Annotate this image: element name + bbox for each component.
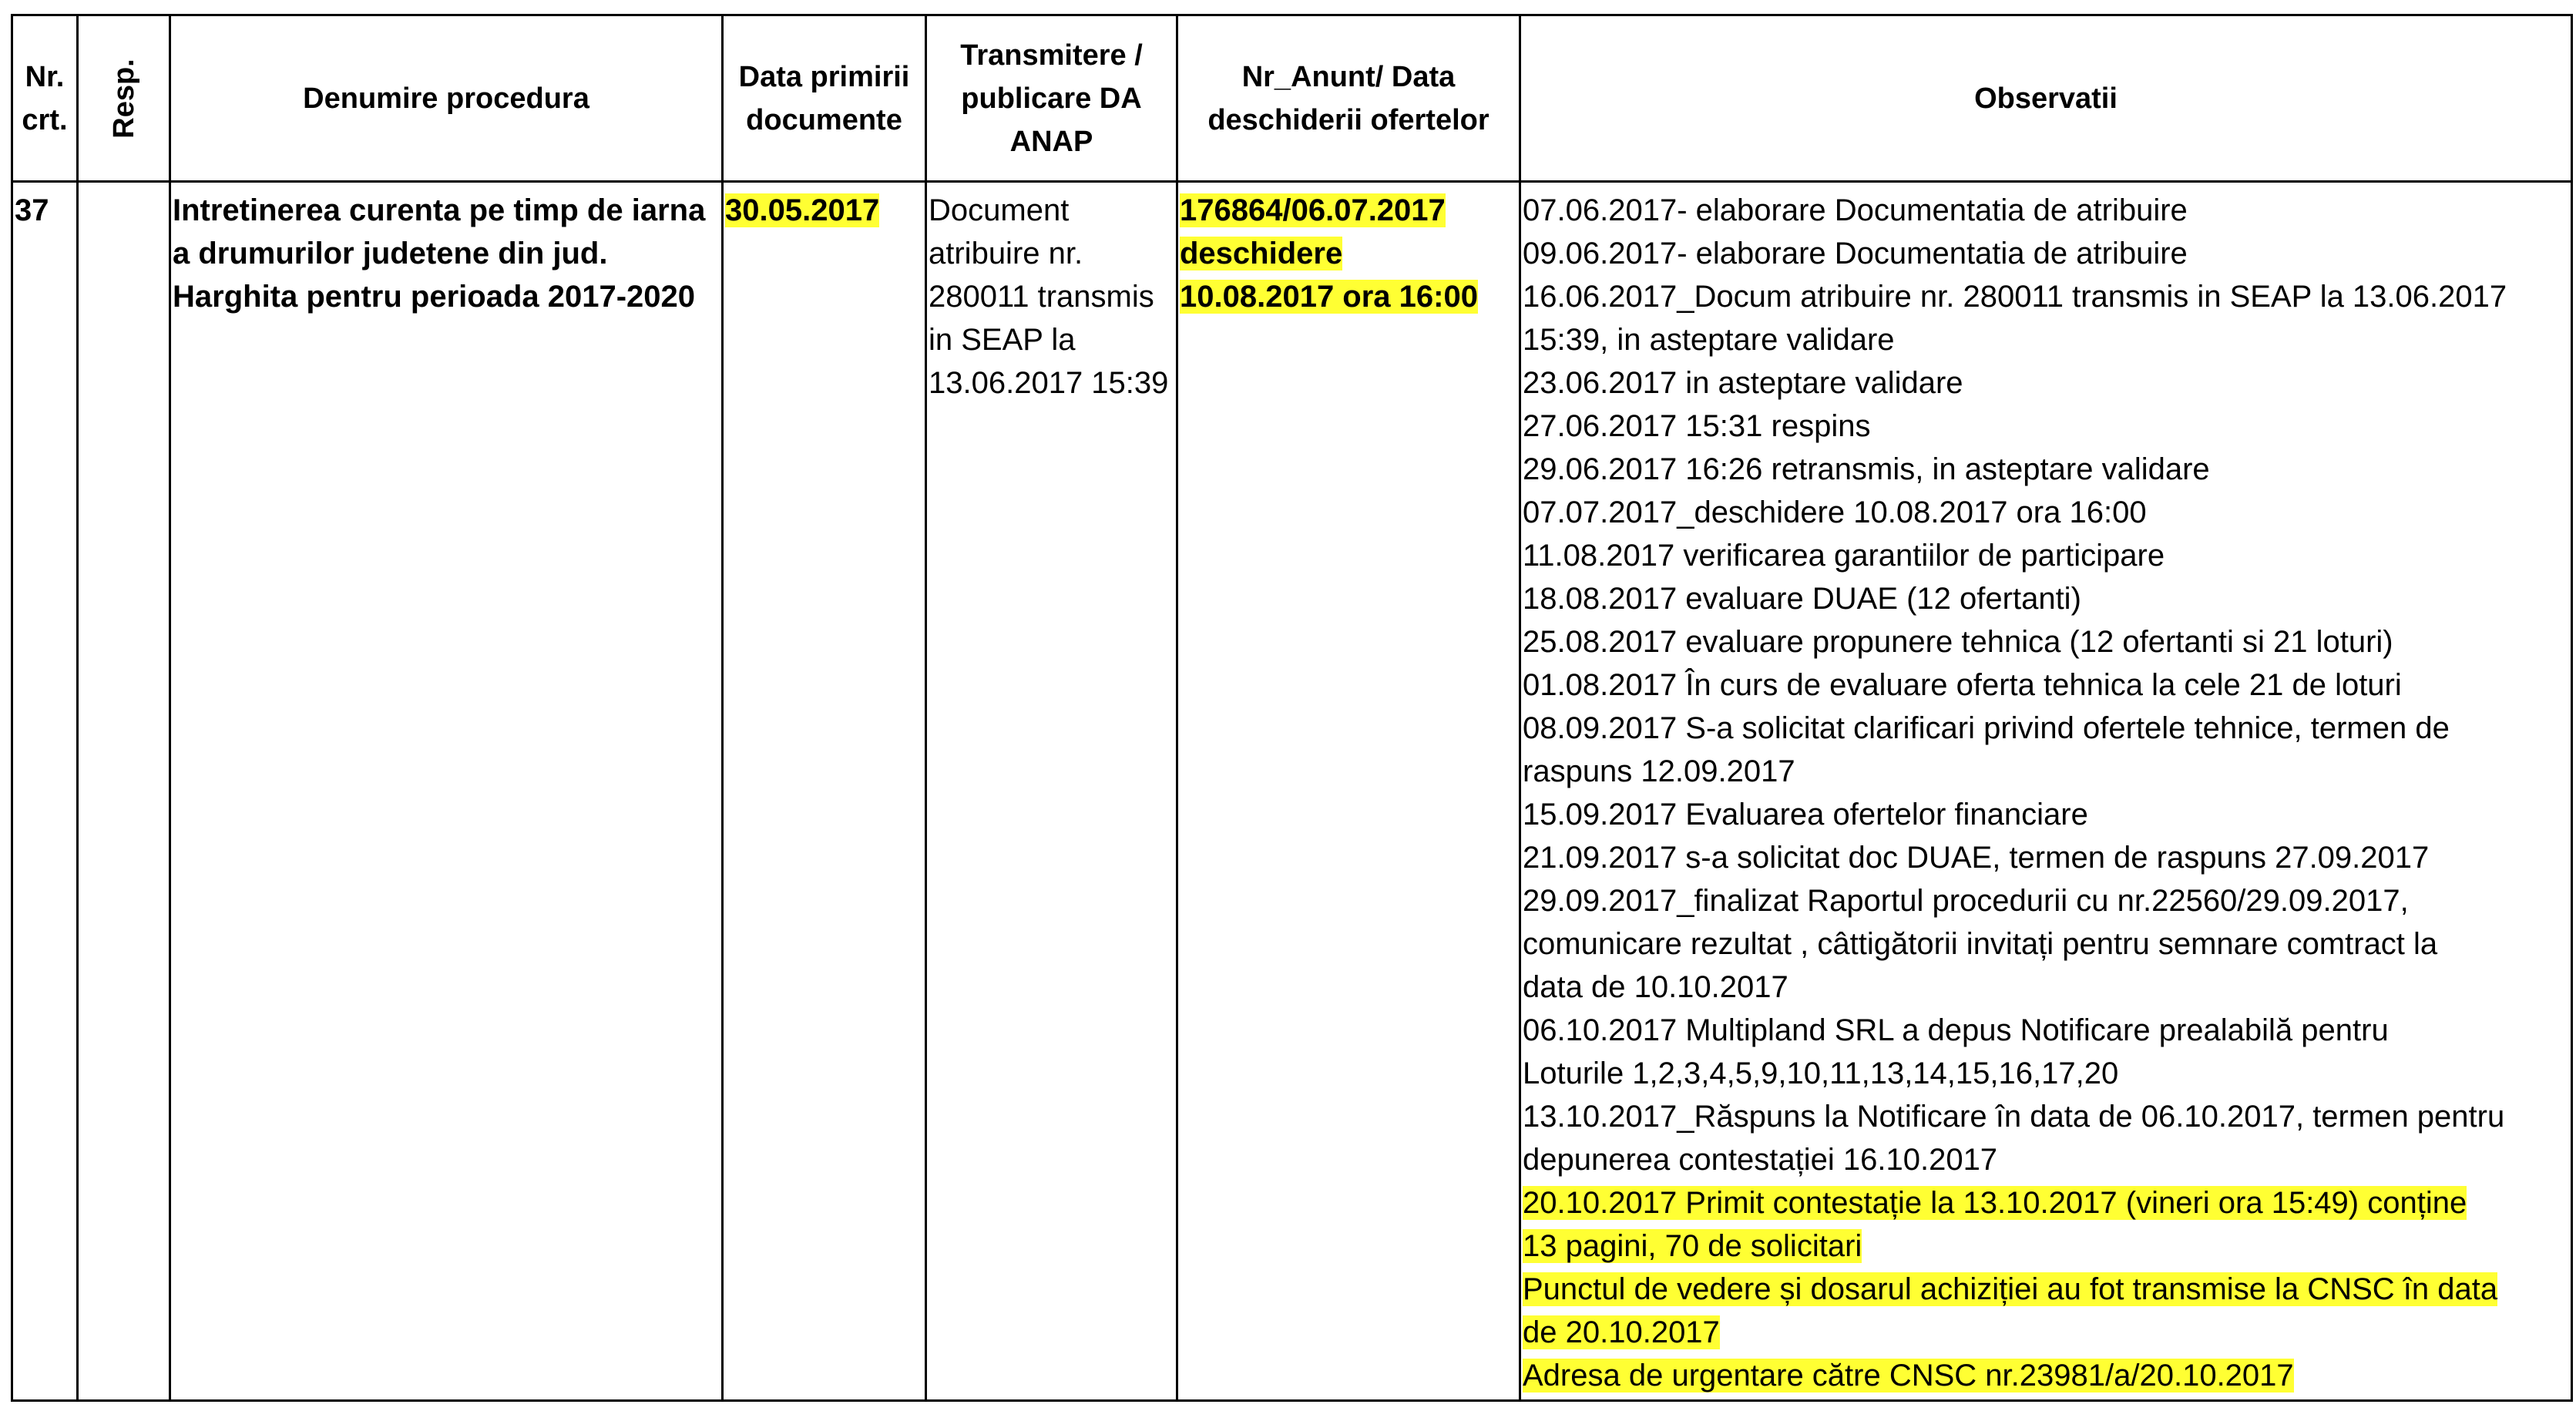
- observation-line: 06.10.2017 Multipland SRL a depus Notificare prealabilă pentru: [1523, 1013, 2389, 1047]
- observation-line: data de 10.10.2017: [1523, 970, 1788, 1004]
- observation-line-highlighted: Adresa de urgentare către CNSC nr.23981/a/20.10.2017: [1523, 1359, 2294, 1393]
- cell-nr-anunt: [1177, 182, 1520, 1401]
- observation-line-highlighted: 13 pagini, 70 de solicitari: [1523, 1229, 1862, 1263]
- header-denumire: Denumire procedura: [170, 15, 723, 182]
- observation-line: 07.07.2017_deschidere 10.08.2017 ora 16:00: [1523, 496, 2147, 529]
- observation-line: 21.09.2017 s-a solicitat doc DUAE, termen de raspuns 27.09.2017: [1523, 841, 2430, 875]
- observation-line: 15:39, in asteptare validare: [1523, 323, 1895, 357]
- cell-nr: [12, 182, 78, 1401]
- observation-line: 08.09.2017 S-a solicitat clarificari privind ofertele tehnice, termen de: [1523, 711, 2450, 745]
- observation-line: 18.08.2017 evaluare DUAE (12 ofertanti): [1523, 582, 2081, 616]
- header-resp-label: Resp.: [107, 58, 140, 139]
- observation-line: 15.09.2017 Evaluarea ofertelor financiare: [1523, 798, 2088, 831]
- announcement-line: 176864/06.07.2017: [1180, 193, 1446, 227]
- row-number: 37: [15, 193, 49, 227]
- cell-denumire: [170, 182, 723, 1401]
- observation-line: 11.08.2017 verificarea garantiilor de participare: [1523, 539, 2165, 573]
- observations-list: [1521, 183, 2571, 1397]
- announcement-info: [1178, 183, 1519, 318]
- announcement-line: deschidere: [1180, 237, 1343, 270]
- observation-line: 23.06.2017 in asteptare validare: [1523, 366, 1963, 400]
- cell-resp: [78, 182, 170, 1401]
- cell-transmitere: [926, 182, 1177, 1401]
- header-data-primirii: Data primirii documente: [723, 15, 926, 182]
- observation-line-highlighted: de 20.10.2017: [1523, 1315, 1720, 1349]
- observation-line: 29.09.2017_finalizat Raportul procedurii cu nr.22560/29.09.2017,: [1523, 884, 2409, 918]
- procedures-table: [11, 14, 2573, 1402]
- date-received: 30.05.2017: [725, 193, 880, 227]
- observation-line: 16.06.2017_Docum atribuire nr. 280011 transmis in SEAP la 13.06.2017: [1523, 280, 2507, 314]
- observation-line: raspuns 12.09.2017: [1523, 754, 1795, 788]
- cell-observatii: [1520, 182, 2572, 1401]
- observation-line: 01.08.2017 În curs de evaluare oferta tehnica la cele 21 de loturi: [1523, 668, 2402, 702]
- observation-line: depunerea contestației 16.10.2017: [1523, 1143, 1998, 1177]
- observation-line-highlighted: Punctul de vedere și dosarul achiziției au fot transmise la CNSC în data: [1523, 1272, 2498, 1306]
- procedure-name: Intretinerea curenta pe timp de iarna a drumurilor judetene din jud. Harghita pentru perioada 2017-2020: [173, 193, 706, 314]
- cell-data-primirii: [723, 182, 926, 1401]
- header-nr-anunt: Nr_Anunt/ Data deschiderii ofertelor: [1177, 15, 1520, 182]
- transmission-info: Document atribuire nr. 280011 transmis in SEAP la 13.06.2017 15:39: [929, 193, 1169, 400]
- observation-line: comunicare rezultat , câttigătorii invitați pentru semnare comtract la: [1523, 927, 2438, 961]
- announcement-line: 10.08.2017 ora 16:00: [1180, 280, 1478, 314]
- header-row: [12, 15, 2572, 182]
- row-resp: [79, 183, 169, 189]
- observation-line: 29.06.2017 16:26 retransmis, in asteptare validare: [1523, 452, 2210, 486]
- observation-line: 25.08.2017 evaluare propunere tehnica (12 ofertanti si 21 loturi): [1523, 625, 2393, 659]
- observation-line: 27.06.2017 15:31 respins: [1523, 409, 1871, 443]
- header-nr-crt: Nr. crt.: [12, 15, 78, 182]
- header-observatii: Observatii: [1520, 15, 2572, 182]
- observation-line: 13.10.2017_Răspuns la Notificare în data de 06.10.2017, termen pentru: [1523, 1100, 2505, 1134]
- observation-line: Loturile 1,2,3,4,5,9,10,11,13,14,15,16,17,20: [1523, 1057, 2119, 1090]
- observation-line-highlighted: 20.10.2017 Primit contestație la 13.10.2017 (vineri ora 15:49) conține: [1523, 1186, 2467, 1220]
- observation-line: 07.06.2017- elaborare Documentatia de atribuire: [1523, 193, 2188, 227]
- table-row: [12, 182, 2572, 1401]
- header-resp: [78, 15, 170, 182]
- observation-line: 09.06.2017- elaborare Documentatia de atribuire: [1523, 237, 2188, 270]
- header-transmitere: Transmitere / publicare DA ANAP: [926, 15, 1177, 182]
